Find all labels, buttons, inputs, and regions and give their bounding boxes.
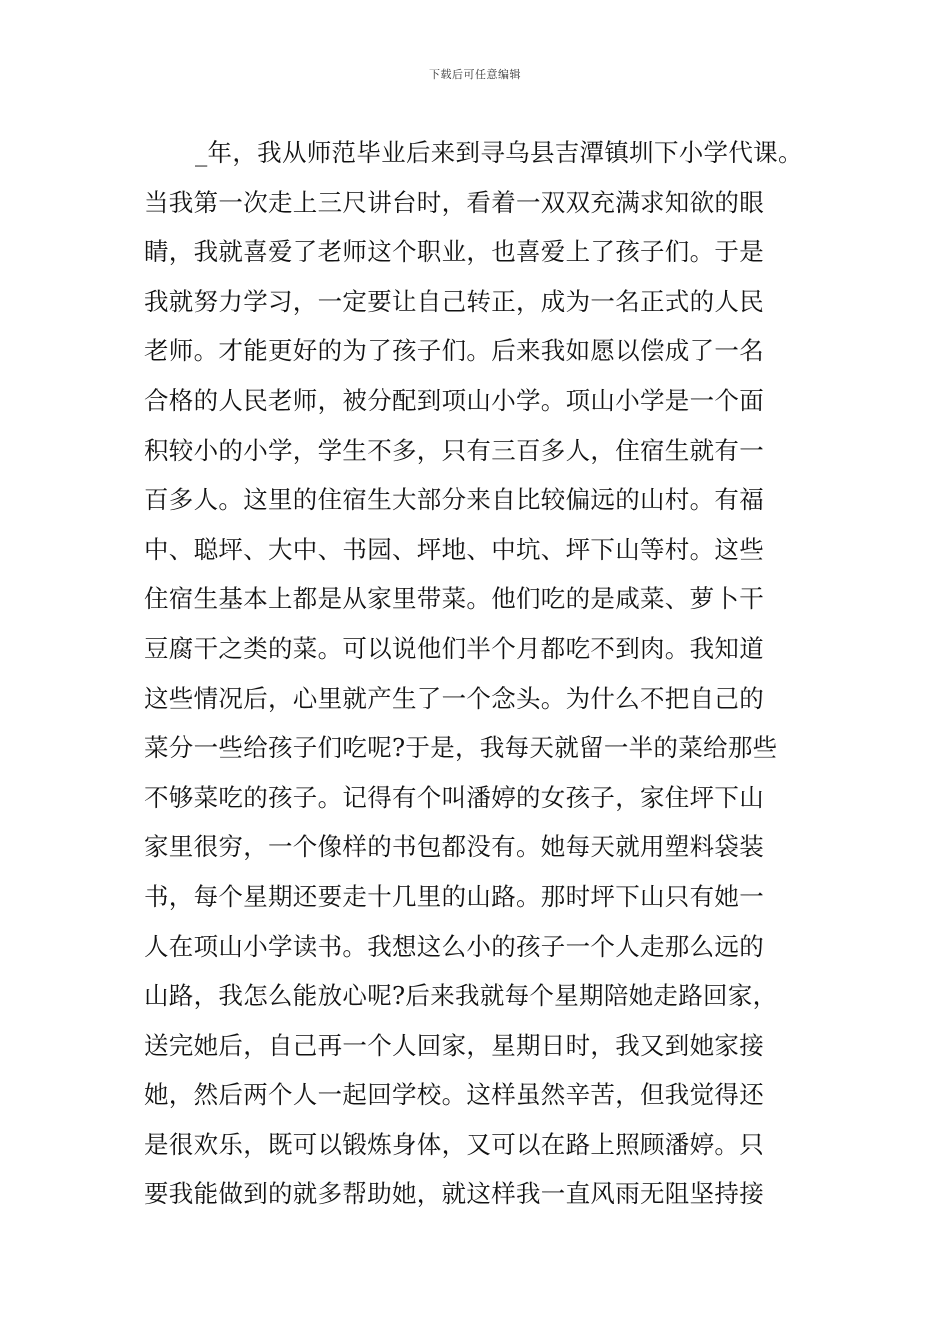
paragraph-line: 要我能做到的就多帮助她，就这样我一直风雨无阻坚持接 [144,1179,764,1209]
paragraph-line: 书，每个星期还要走十几里的山路。那时坪下山只有她一 [144,881,764,911]
paragraph-line: 老师。才能更好的为了孩子们。后来我如愿以偿成了一名 [144,336,764,366]
paragraph-line: 中、聪坪、大中、书园、坪地、中坑、坪下山等村。这些 [144,534,764,564]
paragraph-line: 送完她后，自己再一个人回家，星期日时，我又到她家接 [144,1030,764,1060]
paragraph-line: 我就努力学习，一定要让自己转正，成为一名正式的人民 [144,286,764,316]
paragraph-line: 菜分一些给孩子们吃呢?于是，我每天就留一半的菜给那些 [144,733,778,763]
paragraph-line: 积较小的小学，学生不多，只有三百多人，住宿生就有一 [144,435,764,465]
paragraph-line: 住宿生基本上都是从家里带菜。他们吃的是咸菜、萝卜干 [144,584,764,614]
paragraph-line: 百多人。这里的住宿生大部分来自比较偏远的山村。有福 [144,485,764,515]
paragraph-line: 是很欢乐，既可以锻炼身体，又可以在路上照顾潘婷。只 [144,1129,764,1159]
page-header: 下载后可任意编辑 [429,68,521,81]
paragraph-line: _年，我从师范毕业后来到寻乌县吉潭镇圳下小学代课。 [195,138,803,167]
paragraph-line: 合格的人民老师，被分配到项山小学。项山小学是一个面 [144,385,764,415]
paragraph-line: 家里很穷，一个像样的书包都没有。她每天就用塑料袋装 [144,832,764,862]
paragraph-line: 人在项山小学读书。我想这么小的孩子一个人走那么远的 [144,931,764,961]
paragraph-line: 山路，我怎么能放心呢?后来我就每个星期陪她走路回家， [144,981,778,1011]
paragraph-line: 豆腐干之类的菜。可以说他们半个月都吃不到肉。我知道 [144,633,764,663]
body-paragraph [144,128,814,1219]
paragraph-line: 当我第一次走上三尺讲台时，看着一双双充满求知欲的眼 [144,187,764,217]
paragraph-line: 这些情况后，心里就产生了一个念头。为什么不把自己的 [144,683,764,713]
paragraph-line: 睛，我就喜爱了老师这个职业，也喜爱上了孩子们。于是 [144,237,764,267]
paragraph-line: 不够菜吃的孩子。记得有个叫潘婷的女孩子，家住坪下山 [144,782,764,812]
paragraph-line: 她，然后两个人一起回学校。这样虽然辛苦，但我觉得还 [144,1080,764,1110]
